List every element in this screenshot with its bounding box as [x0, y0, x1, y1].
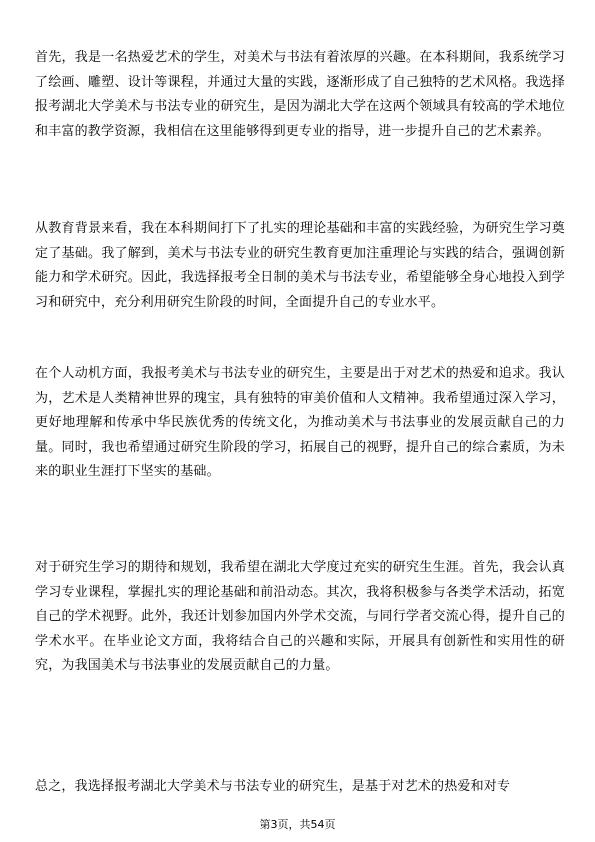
- page-number-footer: 第3页，共54页: [259, 818, 336, 831]
- paragraph: 在个人动机方面，我报考美术与书法专业的研究生，主要是出于对艺术的热爱和追求。我认为，艺术是人类精神世界的瑰宝，具有独特的审美价值和人文精神。我希望通过深入学习，更好地理解和传承中华民族优秀的传统文化，为推动美术与书法事业的发展贡献自己的力量。同时，我也希望通过研究生阶段的学习，拓展自己的视野，提升自己的综合素质，为未来的职业生涯打下坚实的基础。: [35, 366, 565, 479]
- paragraph: 首先，我是一名热爱艺术的学生，对美术与书法有着浓厚的兴趣。在本科期间，我系统学习了绘画、雕塑、设计等课程，并通过大量的实践，逐渐形成了自己独特的艺术风格。我选择报考湖北大学美术与书法专业的研究生，是因为湖北大学在这两个领域具有较高的学术地位和丰富的教学资源，我相信在这里能够得到更专业的指导，进一步提升自己的艺术素养。: [35, 50, 565, 139]
- paragraph: 从教育背景来看，我在本科期间打下了扎实的理论基础和丰富的实践经验，为研究生学习奠定了基础。我了解到，美术与书法专业的研究生教育更加注重理论与实践的结合，强调创新能力和学术研究。因此，我选择报考全日制的美术与书法专业，希望能够全身心地投入到学习和研究中，充分利用研究生阶段的时间，全面提升自己的专业水平。: [35, 221, 565, 310]
- paragraph: 总之，我选择报考湖北大学美术与书法专业的研究生，是基于对艺术的热爱和对专: [35, 779, 511, 794]
- paragraph: 对于研究生学习的期待和规划，我希望在湖北大学度过充实的研究生生涯。首先，我会认真学习专业课程，掌握扎实的理论基础和前沿动态。其次，我将积极参与各类学术活动，拓宽自己的学术视野。此外，我还计划参加国内外学术交流，与同行学者交流心得，提升自己的学术水平。在毕业论文方面，我将结合自己的兴趣和实际，开展具有创新性和实用性的研究，为我国美术与书法事业的发展贡献自己的力量。: [35, 560, 565, 673]
